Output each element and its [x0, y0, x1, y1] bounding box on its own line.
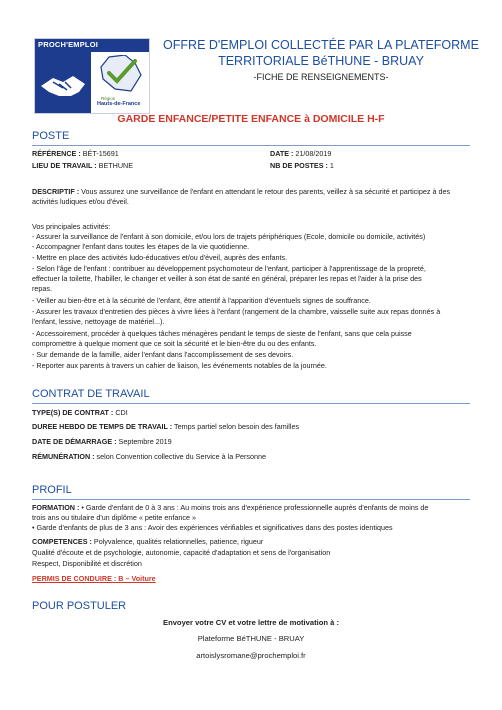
- job-title: GARDE ENFANCE/PETITE ENFANCE à DOMICILE H-F: [117, 113, 385, 125]
- logo-region-small: Région: [101, 96, 116, 101]
- formation-line2: trois ans ou titulaire d'un diplôme « petite enfance »: [32, 513, 196, 522]
- activities-intro: Vos principales activités:: [32, 222, 111, 231]
- reference-value: BÉT-15691: [80, 149, 119, 158]
- work-time-value: Temps partiel selon besoin des familles: [172, 422, 300, 431]
- activity-line: compromettre à quelque moment que ce soit la sécurité et le bien-être du ou des enfants.: [32, 339, 317, 348]
- formation-text: • Garde d'enfant de 0 à 3 ans : Au moins trois ans d'expérience professionnelle auprès d'enfants de moins de: [79, 503, 429, 512]
- date-label: DATE :: [270, 149, 294, 158]
- section-heading-profil: PROFIL: [32, 484, 72, 496]
- region-map-icon: [95, 55, 145, 100]
- section-heading-poste: POSTE: [32, 130, 70, 142]
- apply-platform: Plateforme BéTHUNE - BRUAY: [197, 634, 305, 643]
- activity-line: - Selon l'âge de l'enfant : contribuer au développement psychomoteur de l'enfant, participer à l'apprentissage de la propreté,: [32, 264, 426, 273]
- activity-line: l'enfant, lessive, nettoyage de matériel...).: [32, 317, 165, 326]
- competences-line3: Respect, Disponibilité et discrétion: [32, 559, 142, 568]
- prochemploi-logo: [34, 38, 150, 114]
- lieu-value: BETHUNE: [96, 161, 134, 170]
- divider: [32, 145, 470, 146]
- logo-region: Hauts-de-France: [97, 101, 141, 107]
- activity-line: effectuer la toilette, l'habiller, le changer et veiller à son état de santé en général, préparer les repas et l'aider à la prise des: [32, 274, 422, 283]
- lieu-row: [32, 161, 133, 171]
- header-line2: TERRITORIALE BéTHUNE - BRUAY: [218, 54, 424, 68]
- activity-line: - Accompagner l'enfant dans toutes les étapes de la vie quotidienne.: [32, 242, 250, 251]
- divider: [32, 499, 470, 500]
- reference-label: RÉFÉRENCE :: [32, 149, 81, 158]
- remuneration-value: selon Convention collective du Service à la Personne: [94, 452, 266, 461]
- descriptif-label: DESCRIPTIF :: [32, 187, 80, 196]
- competences-label: COMPETENCES :: [32, 537, 92, 546]
- driving-licence-text: PERMIS DE CONDUIRE : B – Voiture: [32, 574, 156, 583]
- formation-label: FORMATION :: [32, 503, 80, 512]
- section-heading-contrat: CONTRAT DE TRAVAIL: [32, 388, 150, 400]
- apply-email[interactable]: artoislysromane@prochemploi.fr: [196, 651, 306, 660]
- formation-line1: [32, 503, 428, 513]
- header-line1: OFFRE D'EMPLOI COLLECTÉE PAR LA PLATEFORME: [163, 38, 479, 52]
- contract-type-row: [32, 408, 128, 418]
- activity-line: - Mettre en place des activités ludo-éducatives et/ou d'éveil, auprès des enfants.: [32, 253, 288, 262]
- formation-line3: • Garde d'enfants de plus de 3 ans : Avoir des expériences vérifiables et significatives dans des postes identiques: [32, 523, 393, 532]
- descriptif-text: Vous assurez une surveillance de l'enfant en attendant le retour des parents, veillez à sa sécurité et participez à des: [79, 187, 451, 196]
- activity-line: - Veiller au bien-être et à la sécurité de l'enfant, être attentif à l'apparition d'éventuels signes de souffrance.: [32, 296, 371, 305]
- lieu-label: LIEU DE TRAVAIL :: [32, 161, 97, 170]
- nb-postes-value: 1: [327, 161, 334, 170]
- descriptif-line2: activités ludiques et/ou d'éveil.: [32, 197, 129, 206]
- remuneration-label: RÉMUNÉRATION :: [32, 452, 95, 461]
- start-date-value: Septembre 2019: [116, 437, 172, 446]
- apply-instruction: Envoyer votre CV et votre lettre de motivation à :: [163, 618, 339, 627]
- handshake-icon: [35, 52, 91, 113]
- competences-line2: Qualité d'écoute et de psychologie, autonomie, capacité d'adaptation et sens de l'organisation: [32, 548, 331, 557]
- logo-brand: PROCH'EMPLOI: [38, 40, 99, 49]
- header-line3: -FICHE DE RENSEIGNEMENTS-: [253, 72, 389, 82]
- activity-line: - Assurer la surveillance de l'enfant à son domicile, et/ou lors de trajets périphériques (Ecole, domicile ou domicile, activités): [32, 232, 426, 241]
- date-row: [270, 149, 331, 159]
- divider: [32, 403, 470, 404]
- contract-type-label: TYPE(S) DE CONTRAT :: [32, 408, 114, 417]
- driving-licence: [32, 574, 156, 584]
- work-time-row: [32, 422, 299, 432]
- remuneration-row: [32, 452, 266, 462]
- descriptif-line1: [32, 187, 450, 197]
- activity-line: - Reporter aux parents à travers un cahier de liaison, les événements notables de la journée.: [32, 361, 327, 370]
- activity-line: repas.: [32, 284, 52, 293]
- date-value: 21/08/2019: [293, 149, 332, 158]
- activity-line: - Assurer les travaux d'entretien des pièces à vivre liées à l'enfant (rangement de la chambre, vaisselle suite aux repas donnés à: [32, 307, 441, 316]
- reference-row: [32, 149, 119, 159]
- nb-postes-row: [270, 161, 334, 171]
- competences-line1: [32, 537, 263, 547]
- start-date-row: [32, 437, 172, 447]
- work-time-label: DUREE HEBDO DE TEMPS DE TRAVAIL :: [32, 422, 173, 431]
- nb-postes-label: NB DE POSTES :: [270, 161, 328, 170]
- activity-line: - Accessoirement, procéder à quelques tâches ménagères pendant le temps de sieste de l'enfant, sans que cela puisse: [32, 329, 412, 338]
- activity-line: - Sur demande de la famille, aider l'enfant dans l'accomplissement de ses devoirs.: [32, 350, 294, 359]
- start-date-label: DATE DE DÉMARRAGE :: [32, 437, 117, 446]
- contract-type-value: CDI: [113, 408, 128, 417]
- competences-text: Polyvalence, qualités relationnelles, patience, rigueur: [91, 537, 264, 546]
- section-heading-postuler: POUR POSTULER: [32, 600, 127, 612]
